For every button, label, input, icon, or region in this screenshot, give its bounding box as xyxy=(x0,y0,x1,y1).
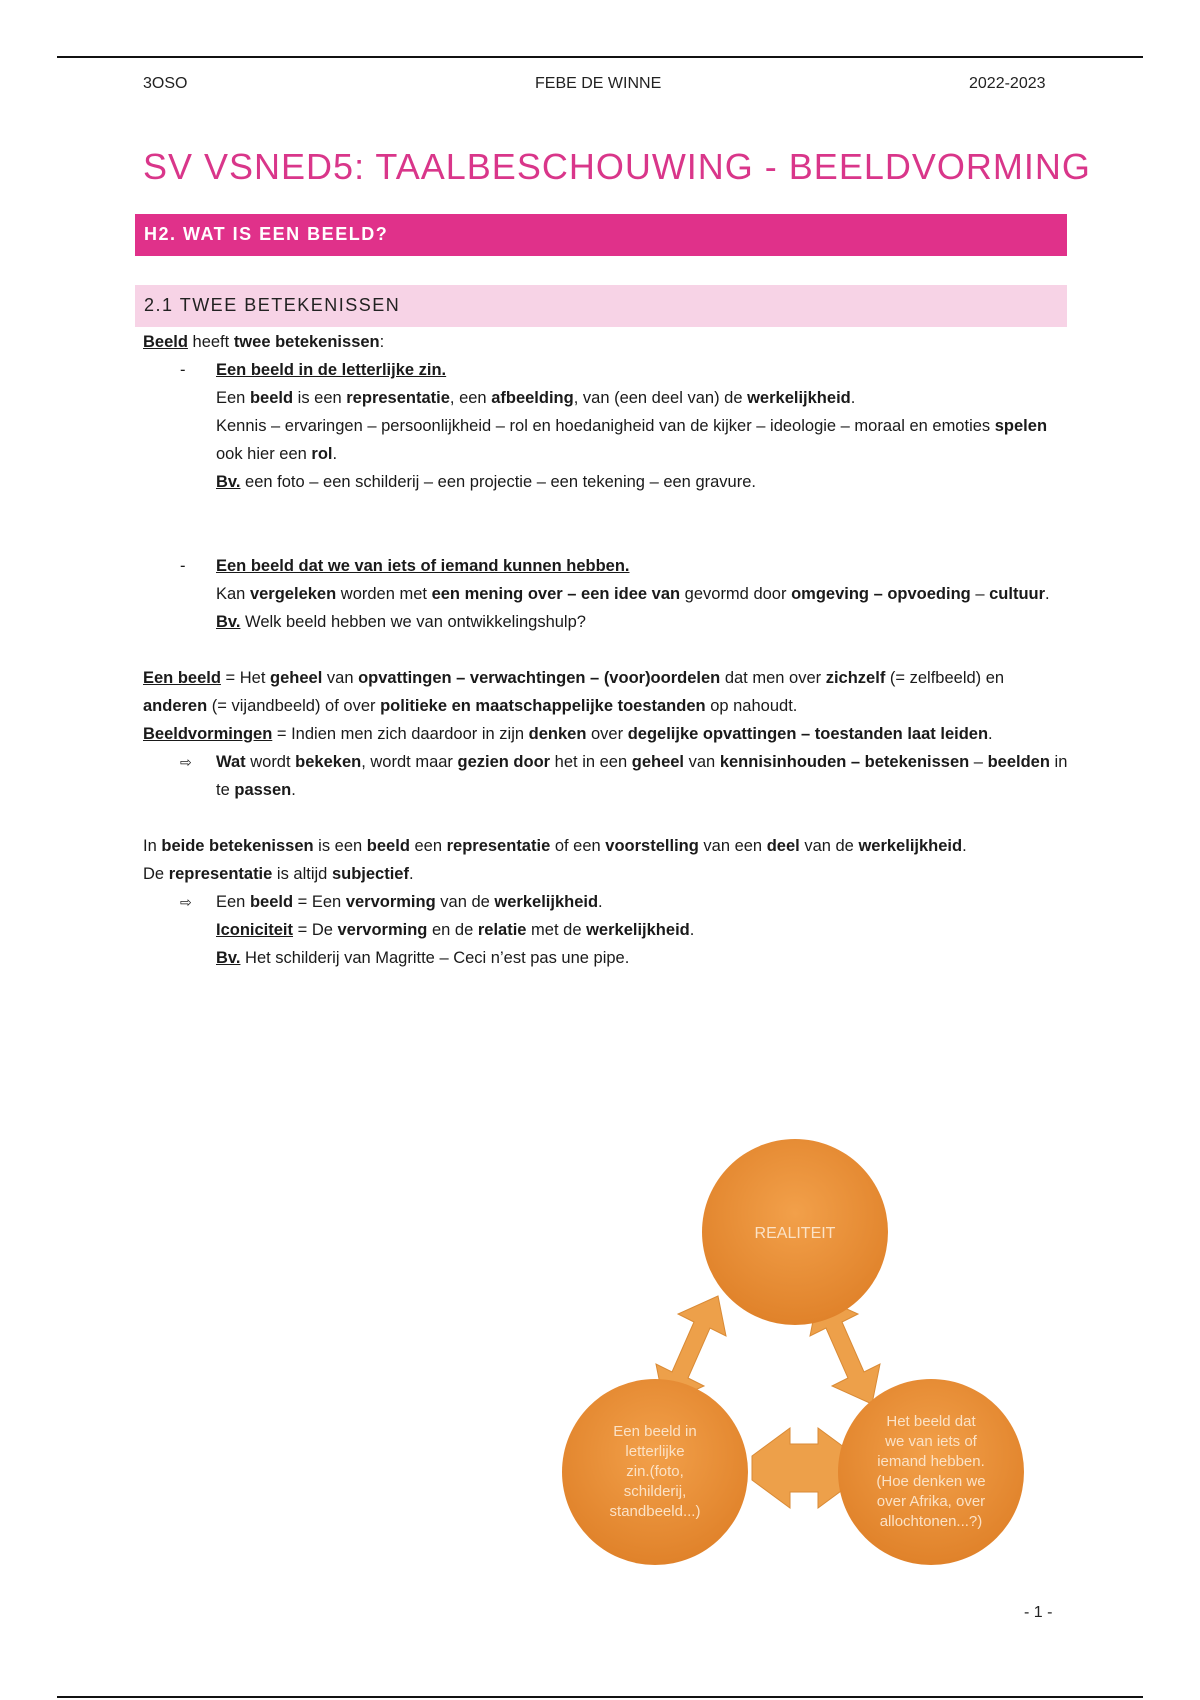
header-left: 3OSO xyxy=(143,75,188,92)
definition-beeldvormingen: Beeldvormingen = Indien men zich daardoor in zijn denken over degelijke opvattingen – toestanden laat leiden. xyxy=(143,725,993,743)
header-center: FEBE DE WINNE xyxy=(535,75,662,92)
svg-text:over Afrika, over: over Afrika, over xyxy=(876,1493,986,1510)
arrow-bullet-icon: ⇨ xyxy=(180,894,192,910)
paragraph-representatie: In beide betekenissen is een beeld een representatie of een voorstelling van een deel van de werkelijkheid. xyxy=(143,837,967,855)
arrow-item-1: ⇨ Wat wordt bekeken, wordt maar gezien door het in een geheel van kennisinhouden – betekenissen – beelden in te passen. xyxy=(143,748,1068,804)
circle-beeld-iemand xyxy=(838,1379,1024,1565)
heading-h2: H2. WAT IS EEN BEELD? xyxy=(135,214,1067,256)
item-heading: Een beeld in de letterlijke zin. xyxy=(216,361,447,379)
example-line: Bv. Welk beeld hebben we van ontwikkelingshulp? xyxy=(216,613,586,631)
svg-text:zin.(foto,: zin.(foto, xyxy=(626,1463,684,1480)
label-realiteit: REALITEIT xyxy=(754,1225,836,1242)
dash-bullet: - xyxy=(180,361,186,379)
page-number: - 1 - xyxy=(1024,1604,1053,1621)
list-item-figurative: - Een beeld dat we van iets of iemand kunnen hebben. Kan vergeleken worden met een mening over – een idee van gevormd door omgeving – opvoeding – cultuur. Bv. Welk beeld hebben we van ontwikkelingshulp? xyxy=(143,552,1068,636)
bottom-rule xyxy=(57,1696,1143,1698)
definition-beeld: Een beeld = Het geheel van opvattingen – verwachtingen – (voor)oordelen dat men over zichzelf (= zelfbeeld) en anderen (= vijandbeeld) of over politieke en maatschappelijke toestanden op nahoudt. xyxy=(143,669,1005,715)
svg-text:standbeeld...): standbeeld...) xyxy=(609,1503,701,1520)
page-title: SV VSNED5: TAALBESCHOUWING - BEELDVORMING xyxy=(143,146,1091,187)
svg-text:Een beeld in: Een beeld in xyxy=(613,1423,697,1440)
svg-text:allochtonen...?): allochtonen...?) xyxy=(879,1513,983,1530)
item-heading: Een beeld dat we van iets of iemand kunnen hebben. xyxy=(216,557,630,575)
svg-text:schilderij,: schilderij, xyxy=(623,1483,687,1500)
svg-text:letterlijke: letterlijke xyxy=(625,1443,685,1460)
example-line: Bv. een foto – een schilderij – een projectie – een tekening – een gravure. xyxy=(216,473,756,491)
intro-line: Beeld heeft twee betekenissen: xyxy=(143,333,385,351)
arrow-bullet-icon: ⇨ xyxy=(180,754,192,770)
heading-2-1: 2.1 TWEE BETEKENISSEN xyxy=(135,285,1067,327)
paragraph-subjectief: De representatie is altijd subjectief. xyxy=(143,865,414,883)
svg-text:Het beeld dat: Het beeld dat xyxy=(886,1413,976,1430)
dash-bullet: - xyxy=(180,557,186,575)
svg-text:iemand hebben.: iemand hebben. xyxy=(877,1453,985,1470)
list-item-literal: - Een beeld in de letterlijke zin. Een beeld is een representatie, een afbeelding, van (een deel van) de werkelijkheid. Kennis – ervaringen – persoonlijkheid – rol en hoedanigheid van de kijker – ideologie – moraal en emoties spelen ook hier een rol. Bv. een foto – een schilderij – een projectie – een tekening – een gravure. xyxy=(143,356,1068,496)
header-right: 2022-2023 xyxy=(969,75,1046,92)
svg-text:we van iets of: we van iets of xyxy=(885,1433,977,1450)
arrow-item-2: ⇨ Een beeld = Een vervorming van de werkelijkheid. Iconiciteit = De vervorming en de relatie met de werkelijkheid. Bv. Het schilderij van Magritte – Ceci n’est pas une pipe. xyxy=(143,888,1068,972)
svg-text:(Hoe denken we: (Hoe denken we xyxy=(876,1473,986,1490)
example-line: Bv. Het schilderij van Magritte – Ceci n’est pas une pipe. xyxy=(216,949,630,967)
